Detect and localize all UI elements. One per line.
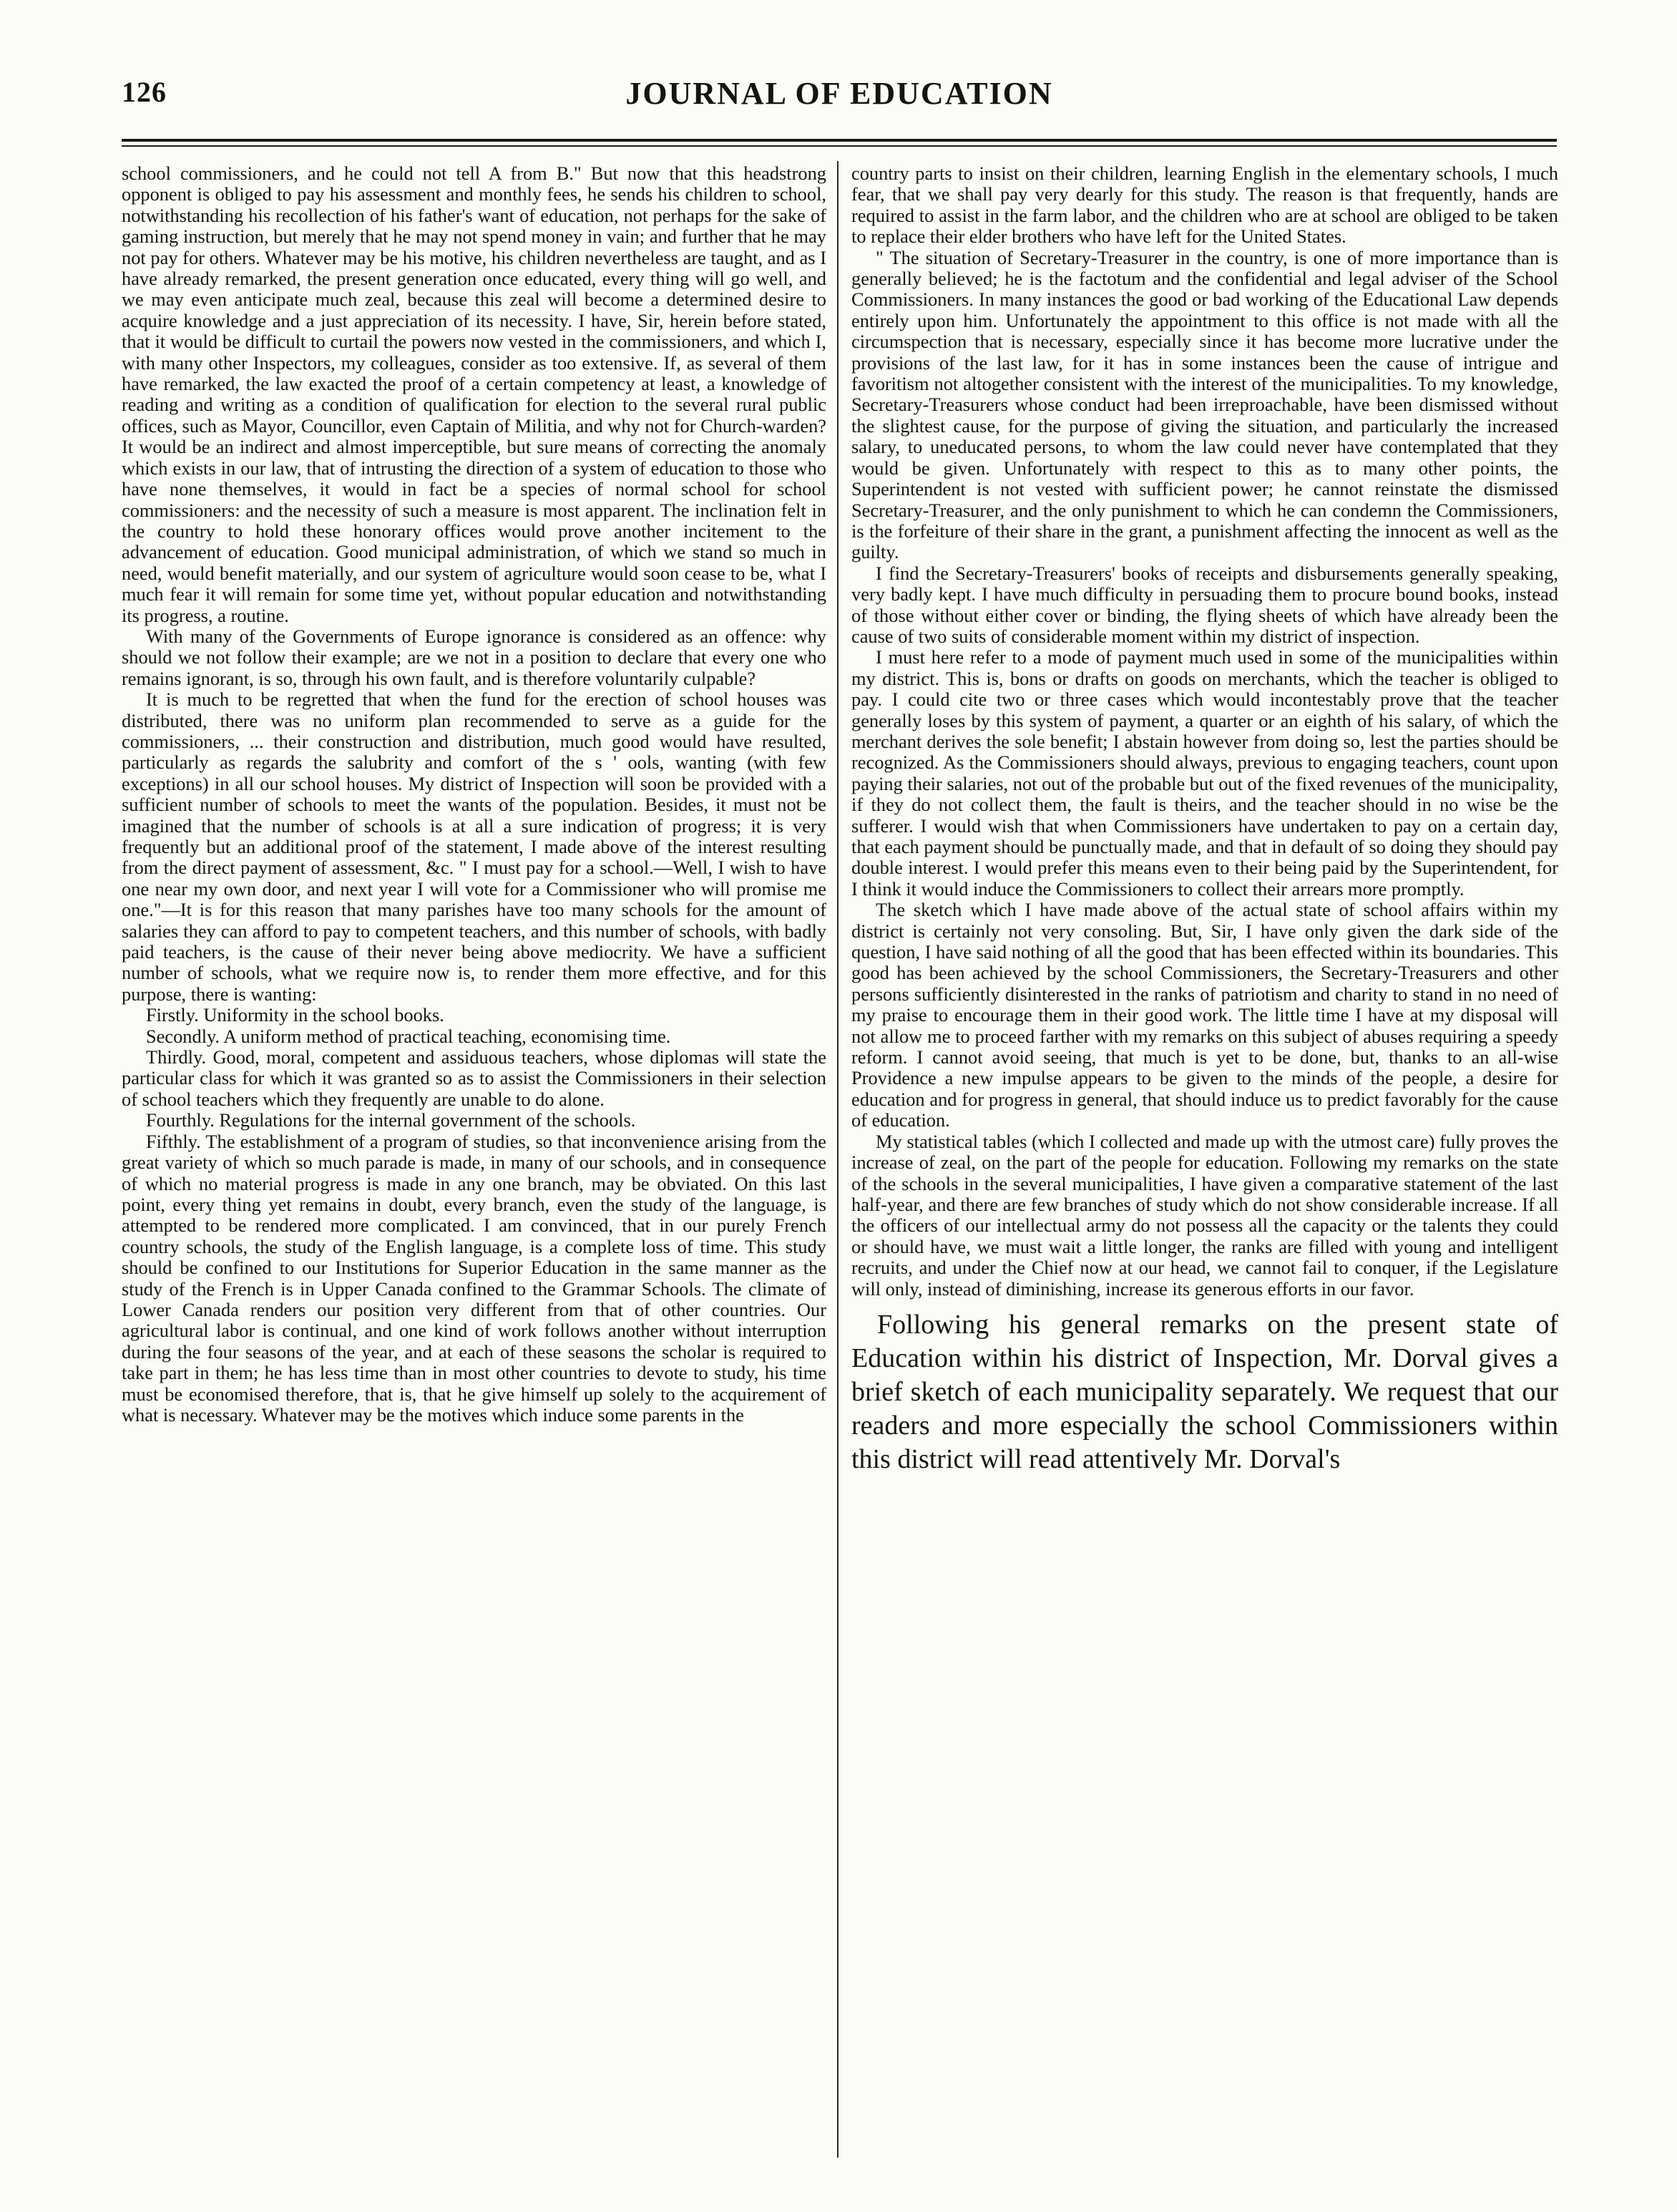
list-item: Fourthly. Regulations for the internal government of the schools. xyxy=(146,1109,636,1131)
header-rule-thick xyxy=(122,139,1557,142)
list-item: Secondly. A uniform method of practical teaching, economising time. xyxy=(146,1025,671,1047)
left-column xyxy=(122,163,826,2167)
paragraph: school commissioners, and he could not tell A from B." But now that this headstrong opponent is obliged to pay his assessment and monthly fees, he sends his children to school, notwithstanding his recollection of his father's want of education, not perhaps for the sake of gaming instruction, but merely that he may not spend money in vain; and further that he may not pay for others. Whatever may be his motive, his children nevertheless are taught, and as I have already remarked, the present generation once educated, every thing will go well, and we may even anticipate much zeal, because this zeal will become a determined desire to acquire knowledge and a just appreciation of its necessity. I have, Sir, herein before stated, that it would be difficult to curtail the powers now vested in the commissioners, and which I, with many other Inspectors, my colleagues, consider as too extensive. If, as several of them have remarked, the law exacted the proof of a certain competency at least, a knowledge of reading and writing as a condition of qualification for election to the several rural public offices, such as Mayor, Councillor, even Captain of Militia, and why not for Church-warden? It would be an indirect and almost imperceptible, but sure means of correcting the anomaly which exists in our law, that of intrusting the direction of a system of education to those who have none themselves, it would in fact be a species of normal school for school commissioners: and the necessity of such a measure is most apparent. The inclination felt in the country to hold these honorary offices would prove another incitement to the advancement of education. Good municipal administration, of which we stand so much in need, would benefit materially, and our system of agriculture would soon cease to be, what I much fear it will remain for some time yet, without popular education and notwithstanding its progress, a routine. xyxy=(122,163,826,626)
paragraph: It is much to be regretted that when the fund for the erection of school houses was distributed, there was no uniform plan recommended to serve as a guide for the commissioners, ... their construction and distribution, much good would have resulted, particularly as regards the salubrity and comfort of the s ' ools, wanting (with few exceptions) in all our school houses. My district of Inspection will soon be provided with a sufficient number of schools to meet the wants of the population. Besides, it must not be imagined that the number of schools is at all a sure indication of progress; it is very frequently but an additional proof of the statement, I made above of the interest resulting from the direct payment of assessment, &c. " I must pay for a school.—Well, I wish to have one near my own door, and next year I will vote for a Commissioner who will promise me one."—It is for this reason that many parishes have too many schools for the amount of salaries they can afford to pay to competent teachers, and this number of schools, with badly paid teachers, is the cause of their never being above mediocrity. We have a sufficient number of schools, what we require now is, to render them more effective, and for this purpose, there is wanting: xyxy=(122,688,826,1005)
page-number: 126 xyxy=(122,76,167,108)
editorial-closing-note: Following his general remarks on the present state of Education within his district of Inspection, Mr. Dorval gives a brief sketch of each municipality separately. We request that our readers and more especially the school Commissioners within this district will read attentively Mr. Dorval's xyxy=(851,1309,1558,1474)
paragraph: I must here refer to a mode of payment much used in some of the municipalities within my district. This is, bons or drafts on goods on merchants, which the teacher is obliged to pay. I could cite two or three cases which would incontestably prove that the teacher generally loses by this system of payment, a quarter or an eighth of his salary, of which the merchant derives the sole benefit; I abstain however from doing so, lest the parties should be recognized. As the Commissioners should always, previous to engaging teachers, count upon paying their salaries, not out of the probable but out of the fixed revenues of the municipality, if they do not collect them, the fault is theirs, and the teacher should in no wise be the sufferer. I would wish that when Commissioners have undertaken to pay on a certain day, that each payment should be punctually made, and that in default of so doing they should pay double interest. I would prefer this means even to their being paid by the Superintendent, for I think it would induce the Commissioners to collect their arrears more promptly. xyxy=(851,646,1558,900)
page-header xyxy=(122,75,1557,125)
list-item: Fifthly. The establishment of a program of studies, so that inconvenience arising from the great variety of which so much parade is made, in many of our schools, and in consequence of which no material progress is made in any one branch, may be obviated. On this last point, every thing yet remains in doubt, every branch, even the study of the language, is attempted to be rendered more complicated. I am convinced, that in our purely French country schools, the study of the English language, is a complete loss of time. This study should be confined to our Institutions for Superior Education in the same manner as the study of the French is in Upper Canada confined to the Grammar Schools. The climate of Lower Canada renders our position very different from that of other countries. Our agricultural labor is continual, and one kind of work follows another without interruption during the four seasons of the year, and at each of these seasons the scholar is required to take part in them; he has less time than in most other countries to devote to study, his time must be economised therefore, that is, that he give himself up solely to the acquirement of what is necessary. Whatever may be the motives which induce some parents in the xyxy=(122,1130,826,1426)
right-column xyxy=(851,163,1558,2167)
paragraph: The sketch which I have made above of the actual state of school affairs within my district is certainly not very consoling. But, Sir, I have only given the dark side of the question, I have said nothing of all the good that has been effected within its boundaries. This good has been achieved by the school Commissioners, the Secretary-Treasurers and other persons sufficiently disinterested in the ranks of patriotism and charity to stand in no need of my praise to encourage them in their good work. The little time I have at my disposal will not allow me to proceed farther with my remarks on this subject of abuses requiring a speedy reform. I cannot avoid seeing, that much is yet to be done, but, thanks to an all-wise Providence a new impulse appears to be given to the minds of the people, a desire for education and for progress in general, that should induce us to predict favorably for the cause of education. xyxy=(851,899,1558,1131)
column-divider xyxy=(837,161,838,2158)
paragraph: My statistical tables (which I collected and made up with the utmost care) fully proves the increase of zeal, on the part of the people for education. Following my remarks on the state of the schools in the several municipalities, I have given a comparative statement of the last half-year, and there are few branches of study which do not show considerable increase. If all the officers of our intellectual army do not possess all the capacity or the talents they could or should have, we must wait a little longer, the ranks are filled with young and intelligent recruits, and under the Chief now at our head, we cannot fail to conquer, if the Legislature will only, instead of diminishing, increase its generous efforts in our favor. xyxy=(851,1130,1558,1300)
header-rule-thin xyxy=(122,145,1557,147)
running-title: JOURNAL OF EDUCATION xyxy=(625,76,1053,111)
paragraph: With many of the Governments of Europe ignorance is considered as an offence: why should we not follow their example; are we not in a position to declare that every one who remains ignorant, is so, through his own fault, and is therefore voluntarily culpable? xyxy=(122,625,826,689)
paragraph: country parts to insist on their children, learning English in the elementary schools, I much fear, that we shall pay very dearly for this study. The reason is that frequently, hands are required to assist in the farm labor, and the children who are at school are obliged to be taken to replace their elder brothers who have left for the United States. xyxy=(851,163,1558,248)
paragraph: I find the Secretary-Treasurers' books of receipts and disbursements generally speaking, very badly kept. I have much difficulty in persuading them to procure bound books, instead of those without either cover or binding, the flying sheets of which have already been the cause of two suits of considerable moment within my district of inspection. xyxy=(851,562,1558,647)
list-item: Firstly. Uniformity in the school books. xyxy=(146,1004,444,1026)
list-item: Thirdly. Good, moral, competent and assiduous teachers, whose diplomas will state the particular class for which it was granted so as to assist the Commissioners in their selection of school teachers which they frequently are unable to do alone. xyxy=(122,1046,826,1110)
paragraph: " The situation of Secretary-Treasurer in the country, is one of more importance than is generally believed; he is the factotum and the confidential and legal adviser of the School Commissioners. In many instances the good or bad working of the Educational Law depends entirely upon him. Unfortunately the appointment to this office is not made with all the circumspection that is necessary, especially since it has become more lucrative under the provisions of the last law, for it has in some instances been the cause of intrigue and favoritism not altogether consistent with the interest of the municipalities. To my knowledge, Secretary-Treasurers whose conduct had been irreproachable, have been dismissed without the slightest cause, for the purpose of giving the situation, and particularly the increased salary, to uneducated persons, to whom the law could never have contemplated that they would be given. Unfortunately with respect to this as to many other points, the Superintendent is not vested with sufficient power; he cannot reinstate the dismissed Secretary-Treasurer, and the only punishment to which he can condemn the Commissioners, is the forfeiture of their share in the grant, a punishment affecting the innocent as well as the guilty. xyxy=(851,246,1558,563)
